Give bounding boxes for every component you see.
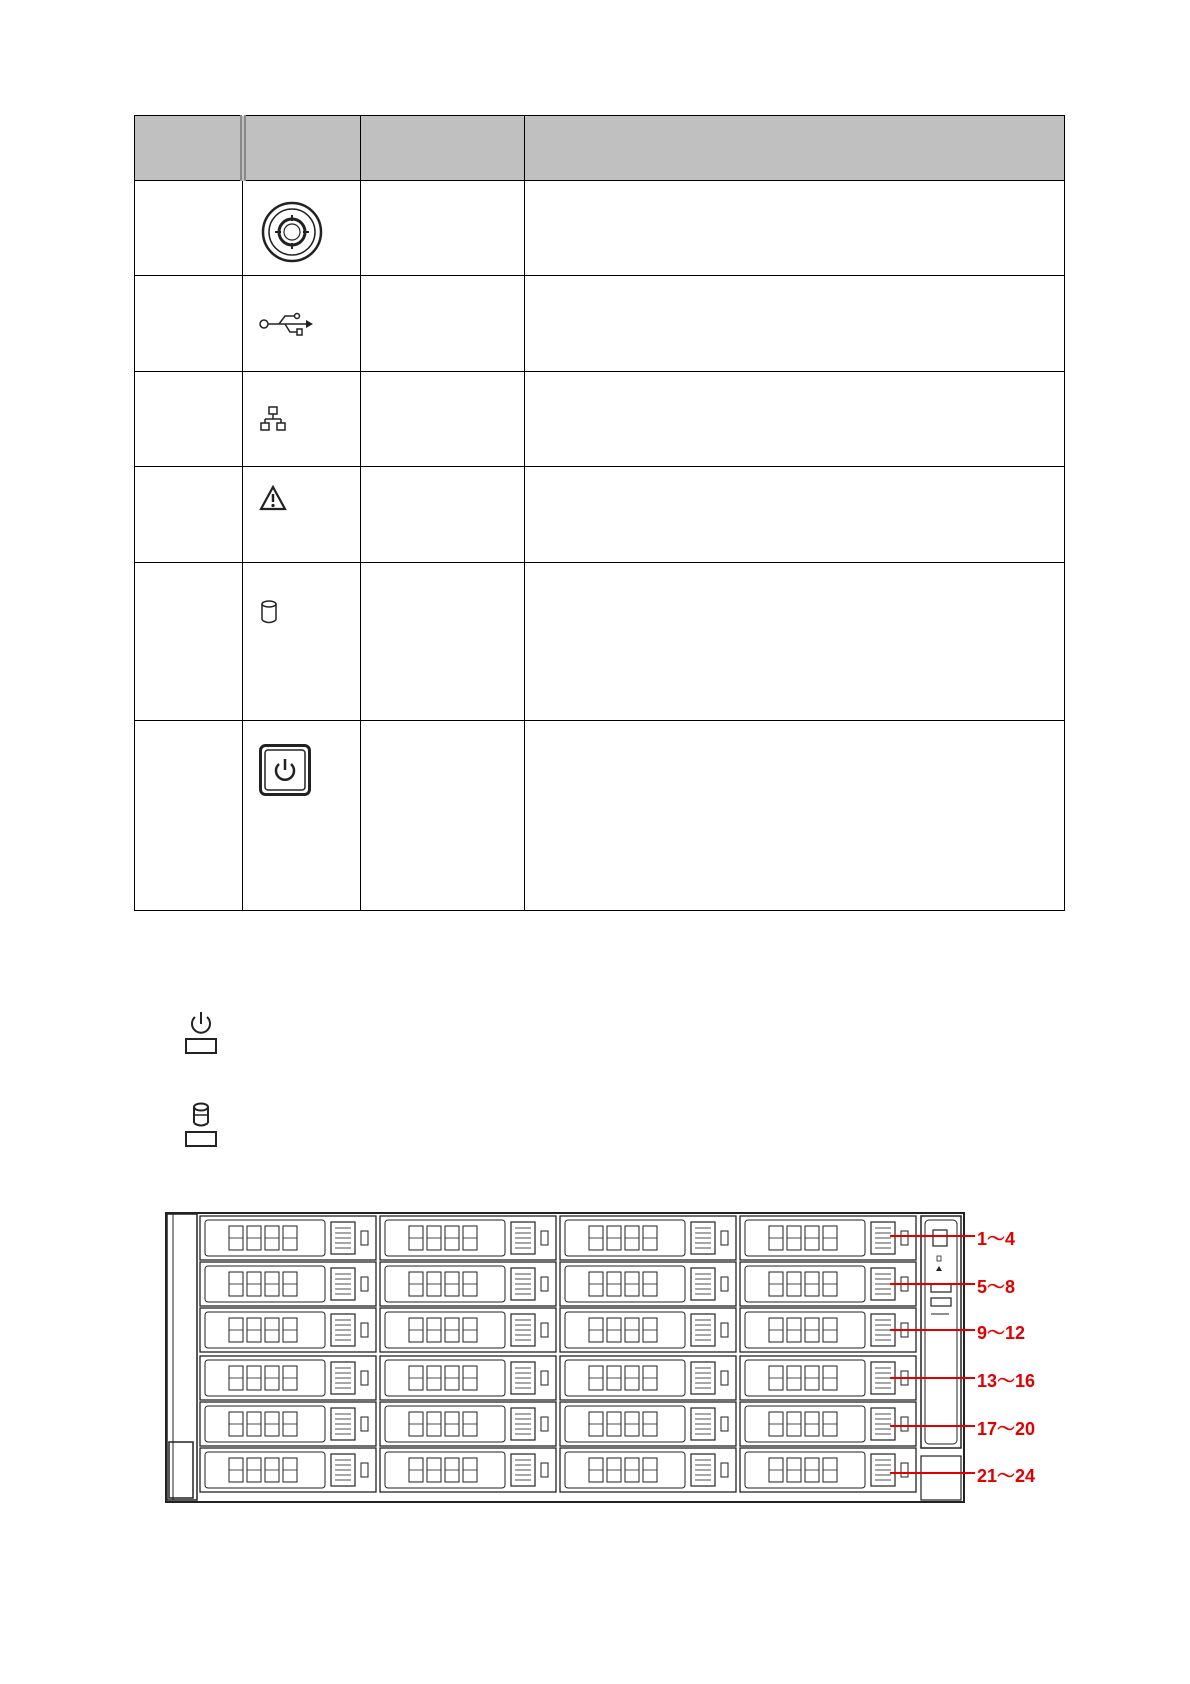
callout-label: 9～12 [977,1323,1026,1343]
callout-label: 1～4 [977,1229,1016,1249]
callout-label: 13～16 [977,1371,1036,1391]
callout-label: 17～20 [977,1419,1036,1439]
callout-label: 21～24 [977,1466,1036,1486]
callout-label: 5～8 [977,1277,1016,1297]
